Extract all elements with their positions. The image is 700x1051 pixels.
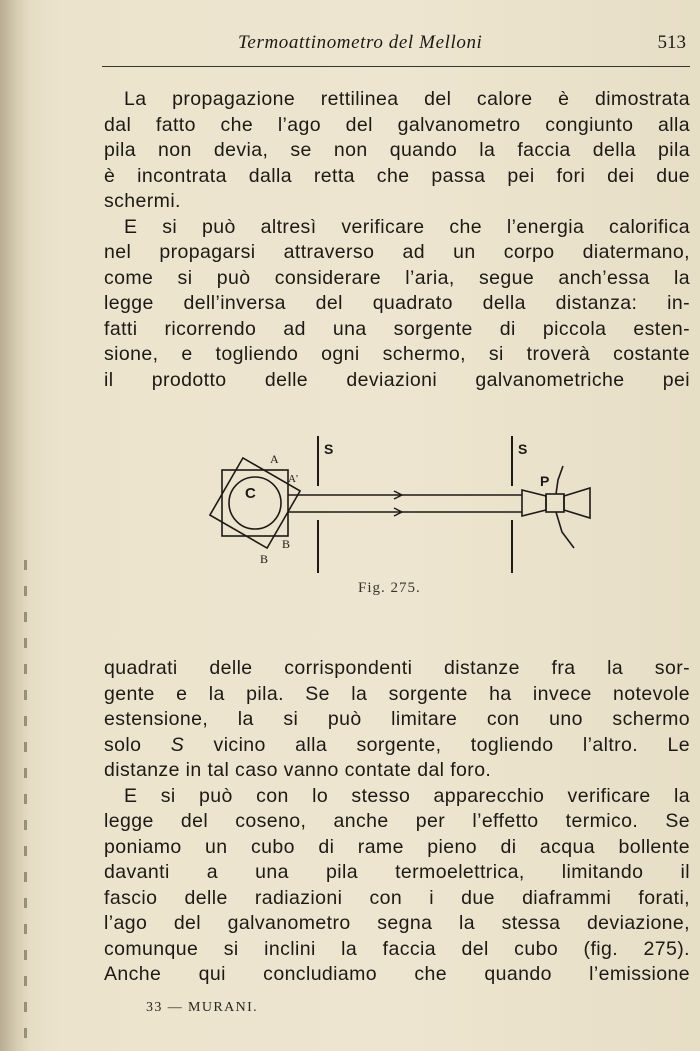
cube-position-upright [222, 470, 288, 536]
radiation-beam [288, 491, 522, 516]
heat-source-cube [210, 458, 300, 548]
pile-body [546, 494, 564, 512]
text-line: poniamo un cubo di rame pieno di acqua bollente [104, 835, 690, 858]
text-line: è incontrata dalla retta che passa pei fori dei due [104, 164, 690, 187]
label-a-prime: A' [288, 473, 298, 485]
label-b-lower: B [260, 552, 269, 566]
text-line: sione, e togliendo ogni schermo, si troverà costante [104, 343, 690, 365]
text-run: solo [104, 733, 171, 756]
text-line: schermi. [104, 190, 181, 212]
thermopile [522, 466, 590, 548]
text-line: E si può altresì verificare che l’energia calorifica [124, 215, 690, 238]
label-p: P [540, 473, 550, 489]
text-line: il prodotto delle deviazioni galvanometriche pei [104, 368, 690, 391]
figure-275-diagram [200, 428, 610, 588]
page-header [102, 30, 690, 60]
pile-cone-right [564, 488, 590, 518]
screens [318, 436, 512, 573]
pile-wire-lower [556, 512, 574, 548]
pile-wire-upper [556, 466, 563, 494]
header-rule [102, 66, 690, 67]
text-line: nel propagarsi attraverso ad un corpo diatermano, [104, 241, 690, 263]
text-line: La propagazione rettilinea del calore è dimostrata [124, 88, 690, 110]
text-line: l’ago del galvanometro segna la stessa deviazione, [104, 912, 690, 934]
text-line: pila non devia, se non quando la faccia della pila [104, 139, 690, 161]
italic-symbol-s: S [170, 733, 185, 756]
label-s-right: S [518, 441, 528, 457]
label-c: C [245, 485, 256, 502]
text-block-lower [104, 656, 690, 988]
label-b: B [282, 537, 291, 551]
label-a: A [270, 452, 279, 466]
text-line: Anche qui concludiamo che quando l’emissione [104, 963, 690, 985]
running-title: Termoattinometro del Melloni [238, 32, 483, 53]
text-line: comunque si inclini la faccia del cubo (fig. 275). [104, 937, 690, 960]
label-s-left: S [324, 441, 334, 457]
page-number: 513 [657, 32, 686, 53]
text-line: estensione, la si può limitare con uno schermo [104, 708, 690, 730]
pile-cone-left [522, 490, 546, 516]
text-line: davanti a una pila termoelettrica, limitando il [104, 861, 690, 883]
footer-signature: 33 — MURANI. [146, 1000, 259, 1015]
text-line: quadrati delle corrispondenti distanze fra la sor- [104, 657, 690, 679]
text-block-upper [104, 87, 690, 393]
text-line: legge dell’inversa del quadrato della distanza: in- [104, 292, 690, 314]
cube-position-tilted [210, 458, 300, 548]
text-line: legge del coseno, anche per l’effetto termico. Se [104, 810, 690, 832]
text-line: distanze in tal caso vanno contate dal foro. [104, 759, 492, 781]
text-run: vicino alla sorgente, togliendo l’altro. Le [184, 733, 690, 756]
binding-thread [24, 560, 27, 1040]
text-line: dal fatto che l’ago del galvanometro congiunto alla [104, 113, 690, 136]
text-line: E si può con lo stesso apparecchio verificare la [124, 784, 690, 807]
text-line: fascio delle radiazioni con i due diaframmi forati, [104, 886, 690, 909]
text-line: fatti ricorrendo ad una sorgente di piccola esten- [104, 317, 690, 340]
text-line-with-italic [104, 733, 690, 759]
text-line: come si può considerare l’aria, segue anch’essa la [104, 266, 690, 289]
text-line: gente e la pila. Se la sorgente ha invece notevole [104, 682, 690, 705]
figure-caption: Fig. 275. [358, 580, 421, 596]
